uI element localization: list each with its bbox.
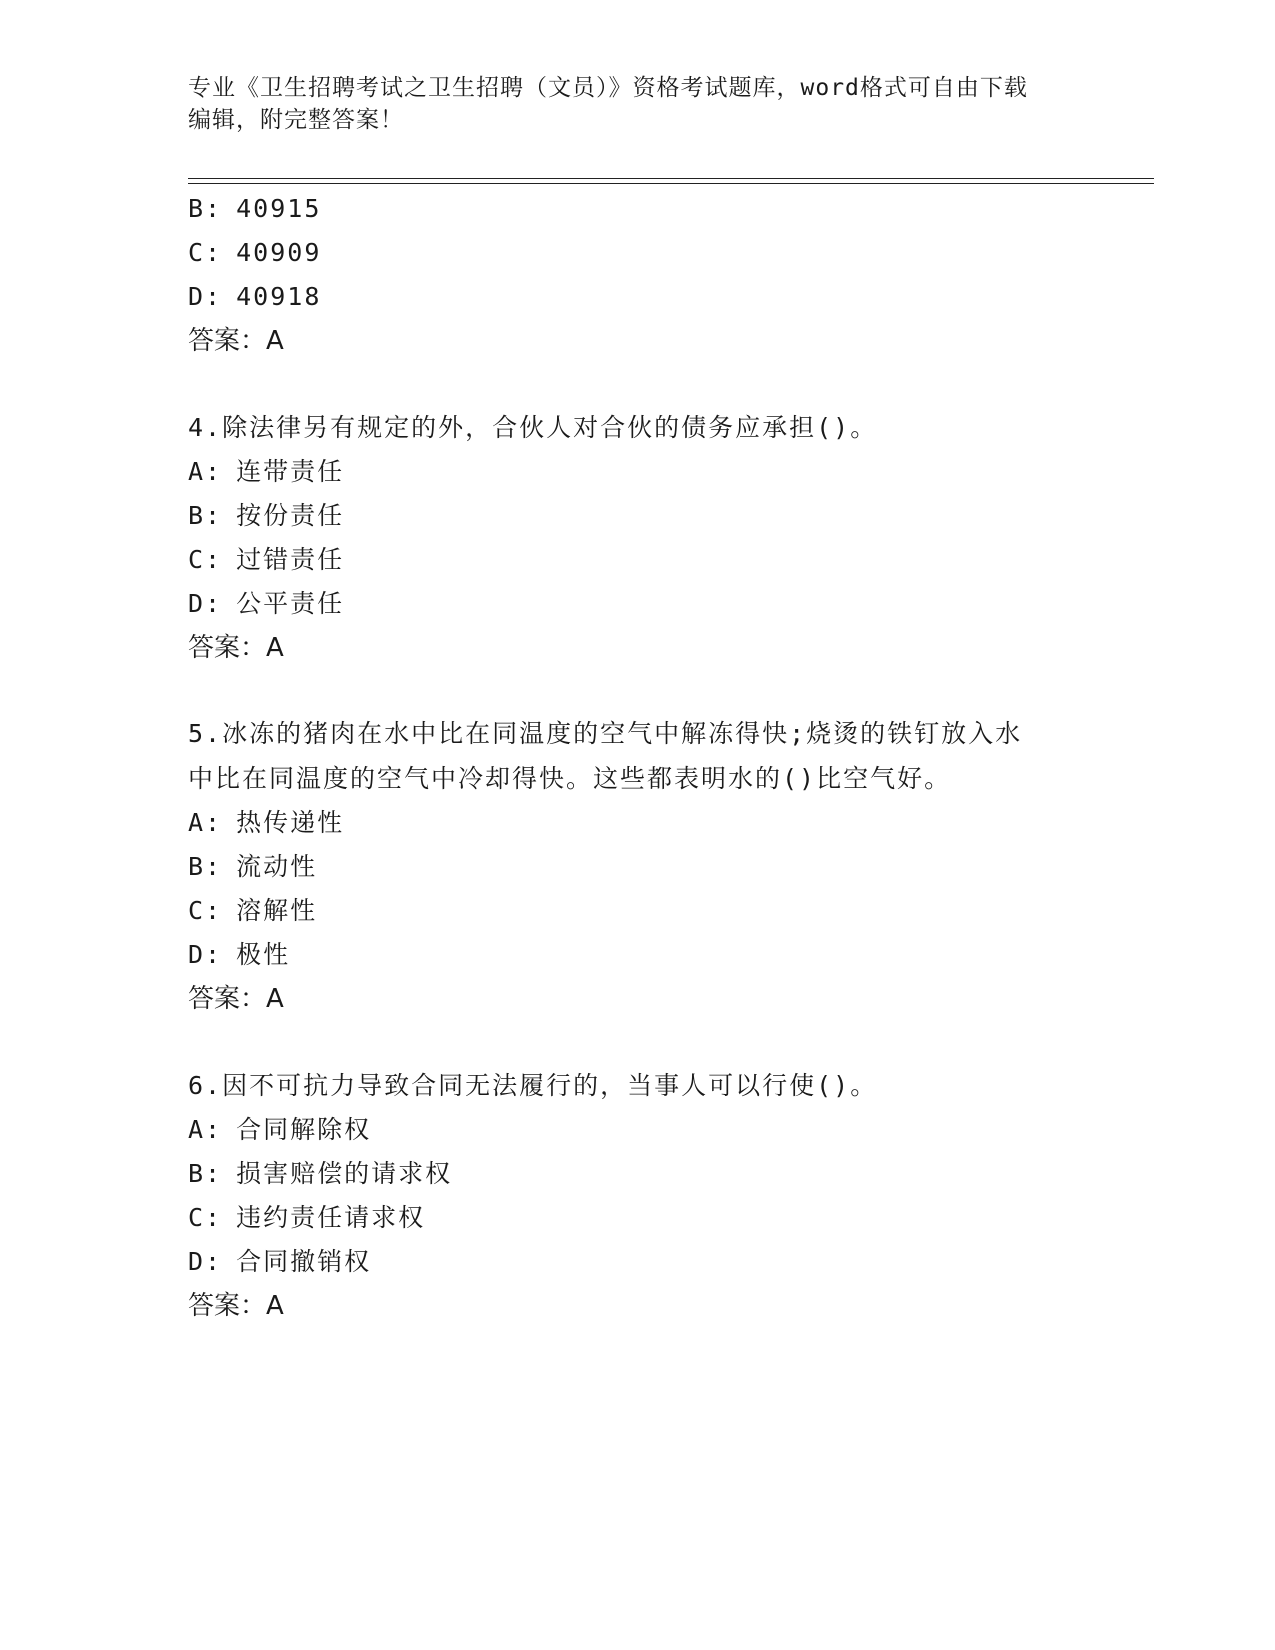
q4-option-b: B: 按份责任 — [188, 501, 345, 530]
q6-option-c: C: 违约责任请求权 — [188, 1203, 426, 1232]
q4-option-c: C: 过错责任 — [188, 545, 345, 574]
q5-option-b: B: 流动性 — [188, 852, 318, 881]
document-header — [188, 72, 1068, 136]
q3-answer: 答案：A — [188, 326, 284, 356]
q6-option-a: A: 合同解除权 — [188, 1115, 372, 1144]
header-rule-bottom — [188, 183, 1154, 184]
q5-option-a: A: 热传递性 — [188, 808, 345, 837]
header-line-1: 专业《卫生招聘考试之卫生招聘（文员）》资格考试题库，word格式可自由下载 — [188, 75, 1028, 101]
q4-stem: 4.除法律另有规定的外，合伙人对合伙的债务应承担()。 — [188, 413, 878, 442]
q3-option-b: B: 40915 — [188, 194, 322, 223]
q6-option-b: B: 损害赔偿的请求权 — [188, 1159, 453, 1188]
q5-stem-line-2: 中比在同温度的空气中冷却得快。这些都表明水的()比空气好。 — [188, 764, 952, 793]
q5-stem-line-1: 5.冰冻的猪肉在水中比在同温度的空气中解冻得快;烧烫的铁钉放入水 — [188, 719, 1023, 748]
q4-option-a: A: 连带责任 — [188, 457, 345, 486]
header-line-2: 编辑，附完整答案！ — [188, 107, 404, 133]
q5-option-c: C: 溶解性 — [188, 896, 318, 925]
q6-stem: 6.因不可抗力导致合同无法履行的，当事人可以行使()。 — [188, 1071, 878, 1100]
q3-option-d: D: 40918 — [188, 282, 322, 311]
q6-option-d: D: 合同撤销权 — [188, 1247, 372, 1276]
q4-option-d: D: 公平责任 — [188, 589, 345, 618]
header-rule-top — [188, 178, 1154, 179]
q5-answer: 答案：A — [188, 984, 284, 1014]
q5-option-d: D: 极性 — [188, 940, 291, 969]
q4-answer: 答案：A — [188, 633, 284, 663]
q3-option-c: C: 40909 — [188, 238, 322, 267]
q6-answer: 答案：A — [188, 1291, 284, 1321]
